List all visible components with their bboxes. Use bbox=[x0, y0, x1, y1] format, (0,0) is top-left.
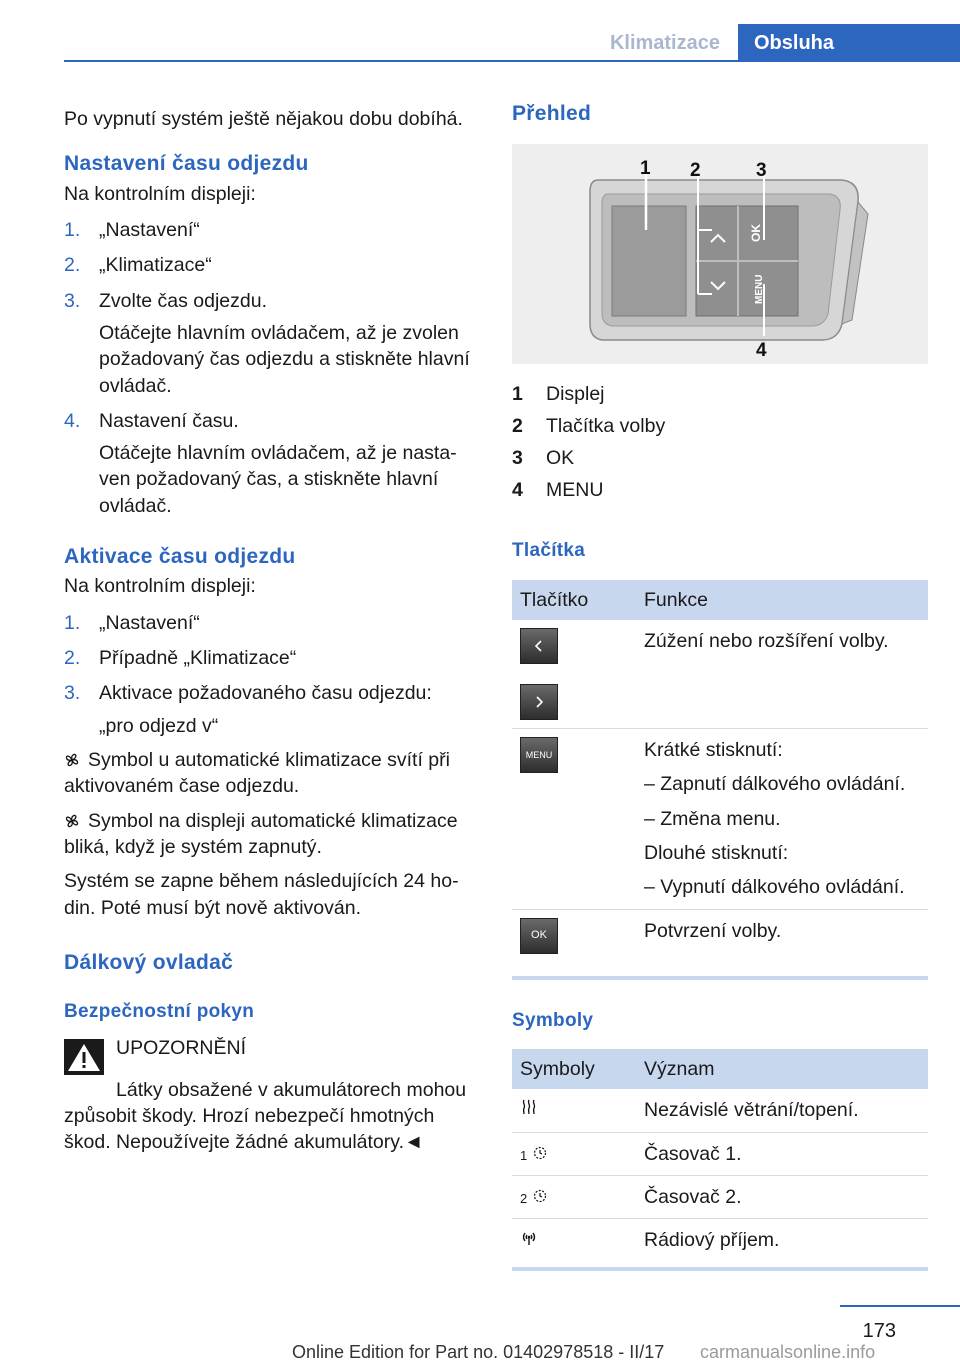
section-title-symbols: Symboly bbox=[512, 1009, 594, 1031]
section-title-activation: Aktivace času odjezdu bbox=[64, 545, 296, 569]
symbol-paragraph-2: Symbol na displeji automatické klimatizace bliká, když je systém zapnutý. bbox=[64, 809, 458, 858]
table-cell: Časovač 2. bbox=[636, 1175, 928, 1218]
table-row bbox=[512, 728, 928, 909]
fan-symbol-icon bbox=[64, 813, 80, 829]
table-header-row bbox=[512, 1049, 928, 1089]
section-title-safety: Bezpečnostní pokyn bbox=[64, 1001, 255, 1023]
section-title-overview: Přehled bbox=[512, 102, 592, 125]
remote-key-illustration bbox=[512, 144, 928, 364]
warning-block bbox=[64, 1035, 476, 1075]
table-header-cell: Symboly bbox=[512, 1049, 636, 1089]
section-lead: Na kontrolním displeji: bbox=[64, 575, 256, 598]
footer-rule bbox=[840, 1305, 960, 1307]
warning-text: Látky obsažené v akumulátorech mohou způsobit škody. Hrozí nebezpečí hmotných škod. Nepoužívejte žádné akumulátory.◄ bbox=[64, 1078, 467, 1154]
table-end-rule bbox=[512, 976, 928, 980]
callout-3: 3 bbox=[756, 160, 767, 182]
table-row: 1 Časovač 1. bbox=[512, 1132, 928, 1175]
system-paragraph: Systém se zapne během následujících 24 ho-din. Poté musí být nově aktivován. bbox=[64, 870, 459, 919]
list-item-detail: „pro odjezd v“ bbox=[99, 714, 219, 737]
intro-paragraph: Po vypnutí systém ještě nějakou dobu dobíhá. bbox=[64, 108, 463, 130]
legend-row: 4 MENU bbox=[512, 479, 604, 502]
table-row bbox=[512, 620, 928, 729]
legend-row: 1 Displej bbox=[512, 383, 605, 406]
steps-list-departure bbox=[64, 217, 476, 519]
symbol-paragraph-1: Symbol u automatické klimatizace svítí při aktivovaném čase odjezdu. bbox=[64, 749, 450, 798]
list-item: 3. Zvolte čas odjezdu. bbox=[64, 289, 268, 312]
table-header-cell: Význam bbox=[636, 1049, 928, 1089]
timer-icon bbox=[533, 1189, 547, 1203]
table-end-rule bbox=[512, 1267, 928, 1271]
left-column bbox=[64, 106, 476, 1156]
list-item-detail: Otáčejte hlavním ovládačem, až je zvolen požadovaný čas odjezdu a stiskněte hlavní ovládač. bbox=[99, 321, 470, 397]
warning-triangle-icon bbox=[64, 1039, 104, 1075]
timer-icon bbox=[533, 1146, 547, 1160]
header-rule bbox=[64, 60, 960, 62]
section-lead: Na kontrolním displeji: bbox=[64, 182, 256, 205]
section-title-buttons: Tlačítka bbox=[512, 540, 586, 562]
right-column bbox=[512, 100, 928, 1271]
table-cell: Zúžení nebo rozšíření volby. bbox=[636, 620, 928, 729]
figure-ok-key-label: OK bbox=[749, 224, 763, 243]
section-title-departure-time: Nastavení času odjezdu bbox=[64, 152, 309, 176]
header-chapter-tab: Obsluha bbox=[738, 24, 960, 62]
steps-list-activation bbox=[64, 610, 476, 739]
table-row bbox=[512, 1219, 928, 1262]
legend-row: 2 Tlačítka volby bbox=[512, 415, 666, 438]
footer-edition: Online Edition for Part no. 01402978518 - II/17 bbox=[292, 1342, 665, 1362]
table-cell: Časovač 1. bbox=[636, 1132, 928, 1175]
buttons-table bbox=[512, 580, 928, 962]
arrow-left-button-icon bbox=[520, 628, 558, 664]
figure-legend bbox=[512, 378, 928, 506]
ok-button-icon: OK bbox=[520, 918, 558, 954]
table-row bbox=[512, 909, 928, 962]
list-item: 2. Případně „Klimatizace“ bbox=[64, 647, 297, 670]
warning-heading: UPOZORNĚNÍ bbox=[116, 1036, 247, 1059]
section-title-remote: Dálkový ovladač bbox=[64, 950, 234, 974]
table-header-row bbox=[512, 580, 928, 620]
list-item: 1. „Nastavení“ bbox=[64, 218, 200, 241]
table-cell: Potvrzení volby. bbox=[644, 919, 782, 942]
list-item: 3. Aktivace požadovaného času odjezdu: bbox=[64, 682, 432, 705]
page-number: 173 bbox=[862, 1320, 896, 1342]
callout-1: 1 bbox=[640, 158, 651, 180]
list-item: 2. „Klimatizace“ bbox=[64, 254, 212, 277]
table-header-cell: Funkce bbox=[636, 580, 928, 620]
table-row: 2 Časovač 2. bbox=[512, 1175, 928, 1218]
table-header-cell: Tlačítko bbox=[512, 580, 636, 620]
header-section-title: Klimatizace bbox=[609, 32, 720, 54]
fan-symbol-icon bbox=[64, 752, 80, 768]
arrow-right-button-icon bbox=[520, 684, 558, 720]
list-item: 4. Nastavení času. bbox=[64, 409, 239, 432]
ventilation-heating-icon bbox=[520, 1098, 538, 1116]
callout-4: 4 bbox=[756, 340, 767, 362]
callout-2: 2 bbox=[690, 160, 701, 182]
list-item: 1. „Nastavení“ bbox=[64, 611, 200, 634]
table-row bbox=[512, 1089, 928, 1132]
table-cell: Krátké stisknutí: – Zapnutí dálkového ovládání. – Změna menu. Dlouhé stisknutí: – Vypnutí dálkového ovládání. bbox=[636, 728, 928, 909]
figure-menu-key-label: MENU bbox=[754, 274, 765, 305]
list-item-detail: Otáčejte hlavním ovládačem, až je nasta-ven požadovaný čas, a stiskněte hlavní ovládač. bbox=[99, 442, 457, 517]
radio-reception-icon bbox=[520, 1230, 538, 1246]
symbols-table bbox=[512, 1049, 928, 1261]
menu-button-icon: MENU bbox=[520, 737, 558, 773]
table-cell: Rádiový příjem. bbox=[644, 1229, 780, 1252]
legend-row: 3 OK bbox=[512, 447, 575, 470]
table-cell: Nezávislé větrání/topení. bbox=[636, 1089, 928, 1132]
footer-watermark: carmanualsonline.info bbox=[700, 1342, 876, 1362]
remote-control-figure bbox=[512, 144, 928, 364]
